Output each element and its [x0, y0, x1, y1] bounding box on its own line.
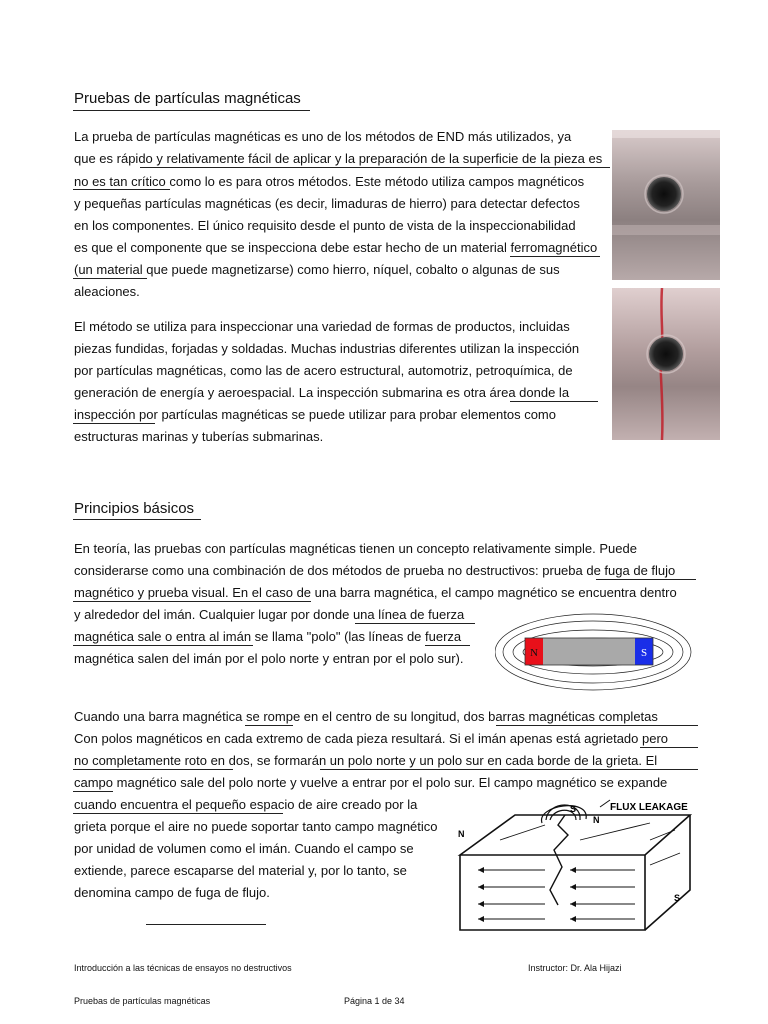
- bar-magnet-figure: [495, 612, 695, 692]
- text-line: El método se utiliza para inspeccionar una variedad de formas de productos, incluidas: [74, 319, 570, 334]
- text-line: (un material que puede magnetizarse) como hierro, níquel, cobalto o algunas de sus: [74, 262, 560, 277]
- text-line: Con polos magnéticos en cada extremo de cada pieza resultará. Si el imán apenas está agrietado pero: [74, 731, 669, 746]
- text-line: grieta porque el aire no puede soportar tanto campo magnético: [74, 819, 438, 834]
- text-line: piezas fundidas, forjadas y soldadas. Muchas industrias diferentes utilizan la inspección: [74, 341, 580, 356]
- text-line: Cuando una barra magnética se rompe en el centro de su longitud, dos barras magnéticas completas: [74, 709, 658, 724]
- north-label: N: [530, 647, 538, 659]
- title-underline: [73, 519, 201, 520]
- annotation-underline: [355, 623, 475, 624]
- text-line: En teoría, las pruebas con partículas magnéticas tienen un concepto relativamente simple. Puede: [74, 541, 637, 556]
- north-pole-left-label: N: [458, 829, 465, 839]
- text-line: no completamente roto en dos, se formarán un polo norte y un polo sur en cada borde de la grieta. El: [74, 753, 658, 768]
- annotation-underline: [146, 924, 266, 925]
- annotation-underline: [510, 256, 600, 257]
- section-title-pruebas: Pruebas de partículas magnéticas: [74, 90, 301, 107]
- text-line: campo magnético sale del polo norte y vuelve a entrar por el polo sur. El campo magnético se expande: [74, 775, 668, 790]
- text-line: magnético y prueba visual. En el caso de una barra magnética, el campo magnético se encuentra dentro: [74, 585, 677, 600]
- steel-part-photo: [612, 130, 720, 280]
- annotation-underline: [73, 423, 155, 424]
- section-title-principios: Principios básicos: [74, 500, 195, 517]
- annotation-underline: [640, 747, 698, 748]
- footer-instructor: Instructor: Dr. Ala Hijazi: [528, 963, 622, 973]
- annotation-underline: [73, 601, 311, 602]
- annotation-underline: [73, 769, 233, 770]
- text-line: cuando encuentra el pequeño espacio de aire creado por la: [74, 797, 418, 812]
- text-line: en los componentes. El único requisito desde el punto de vista de la inspeccionabilidad: [74, 218, 576, 233]
- text-line: extiende, parece escaparse del material y, por lo tanto, se: [74, 863, 407, 878]
- text-line: y alrededor del imán. Cualquier lugar por donde una línea de fuerza: [74, 607, 465, 622]
- text-line: denomina campo de fuga de flujo.: [74, 885, 270, 900]
- text-line: magnética sale o entra al imán se llama "polo" (las líneas de fuerza: [74, 629, 462, 644]
- annotation-underline: [245, 725, 293, 726]
- page-number: Página 1 de 34: [344, 996, 405, 1006]
- text-line: que es rápido y relativamente fácil de aplicar y la preparación de la superficie de la pieza es: [74, 151, 603, 166]
- annotation-underline: [73, 645, 253, 646]
- footer-document-title: Pruebas de partículas magnéticas: [74, 996, 211, 1006]
- text-line: por partículas magnéticas, como las de acero estructural, automotriz, petroquímica, de: [74, 363, 573, 378]
- annotation-underline: [73, 278, 147, 279]
- text-line: estructuras marinas y tuberías submarinas.: [74, 429, 324, 444]
- annotation-underline: [73, 791, 113, 792]
- north-pole-top-label: N: [593, 815, 600, 825]
- text-line: inspección por partículas magnéticas se puede utilizar para probar elementos como: [74, 407, 556, 422]
- text-line: magnética salen del imán por el polo norte y entran por el polo sur).: [74, 651, 464, 666]
- annotation-underline: [320, 769, 698, 770]
- annotation-underline: [425, 645, 470, 646]
- text-line: generación de energía y aeroespacial. La inspección submarina es otra área donde la: [74, 385, 570, 400]
- text-line: no es tan crítico como lo es para otros métodos. Este método utiliza campos magnéticos: [74, 174, 585, 189]
- annotation-underline: [73, 189, 170, 190]
- footer-course: Introducción a las técnicas de ensayos no destructivos: [74, 963, 292, 973]
- magnetic-field-lines: [495, 612, 695, 692]
- text-line: considerarse como una combinación de dos métodos de prueba no destructivos: prueba de fuga de flujo: [74, 563, 676, 578]
- annotation-underline: [596, 579, 696, 580]
- flux-leakage-label: FLUX LEAKAGE: [610, 802, 688, 813]
- flux-leakage-figure: [450, 795, 700, 945]
- text-line: por unidad de volumen como el imán. Cuando el campo se: [74, 841, 414, 856]
- annotation-underline: [496, 725, 698, 726]
- south-pole-right-label: S: [674, 893, 681, 903]
- text-line: y pequeñas partículas magnéticas (es decir, limaduras de hierro) para detectar defectos: [74, 196, 580, 211]
- text-line: aleaciones.: [74, 284, 140, 299]
- annotation-underline: [510, 401, 598, 402]
- text-line: es que el componente que se inspecciona debe estar hecho de un material ferromagnético: [74, 240, 598, 255]
- south-label: S: [640, 647, 648, 659]
- text-line: La prueba de partículas magnéticas es uno de los métodos de END más utilizados, ya: [74, 129, 572, 144]
- south-pole-top-label: S: [570, 804, 577, 814]
- title-underline: [73, 110, 310, 111]
- annotation-underline: [73, 813, 283, 814]
- annotation-underline: [140, 167, 610, 168]
- crack-indication-photo: [612, 288, 720, 440]
